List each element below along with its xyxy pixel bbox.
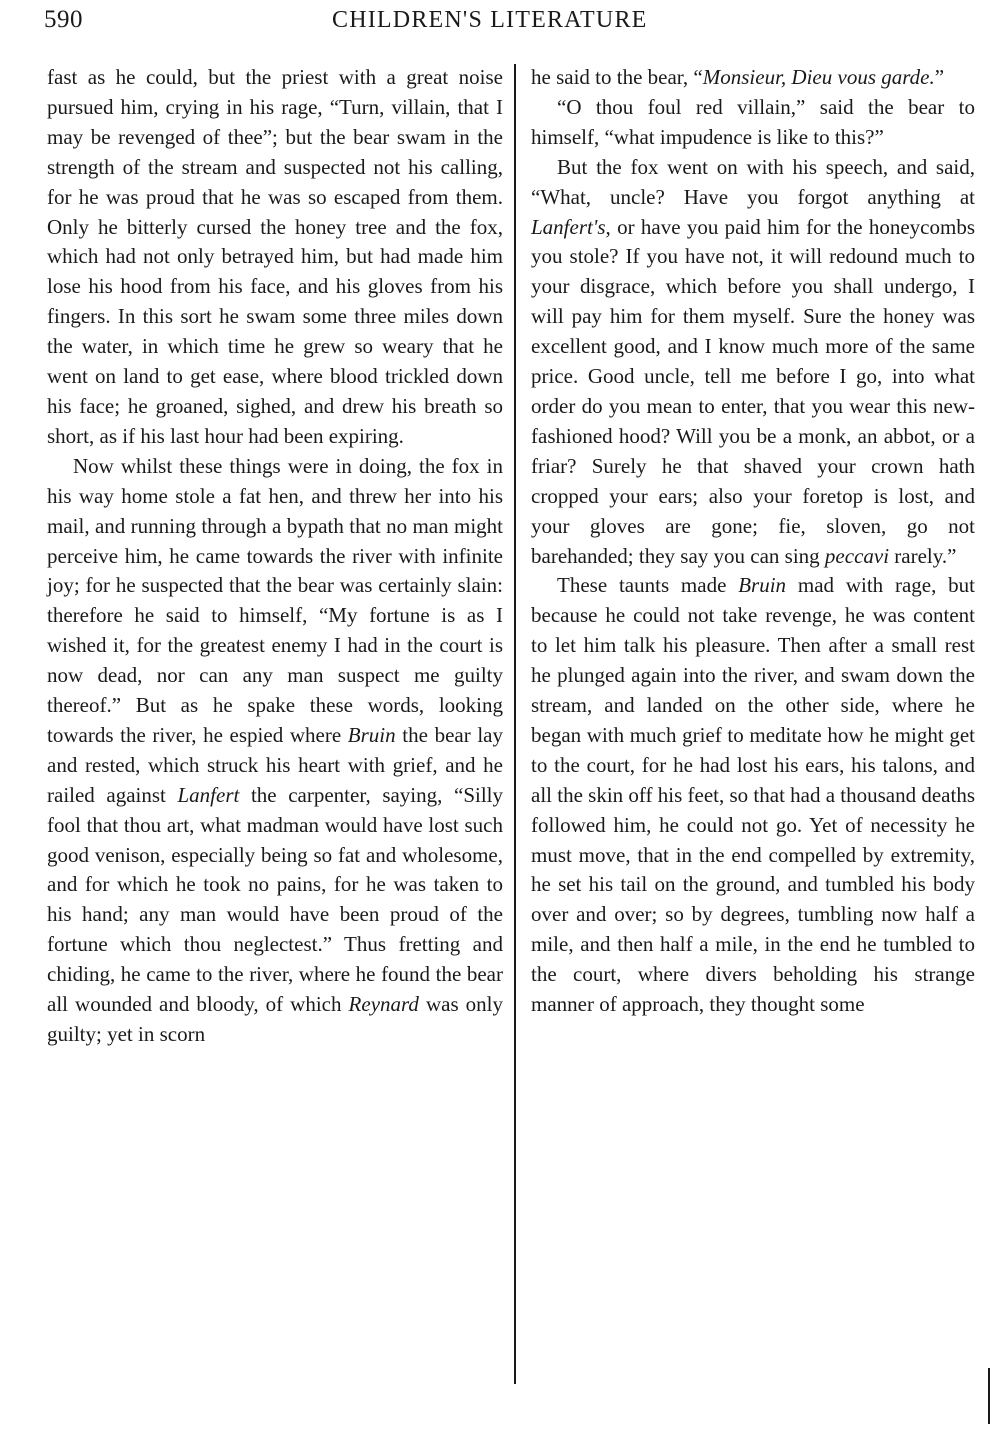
paragraph (47, 452, 503, 1050)
italic-name: Bruin (347, 722, 396, 747)
paragraph: fast as he could, but the priest with a great noise pursued him, crying in his rage, “Turn, villain, that I may be revenged of thee”; but the bear swam in the strength of the stream and suspected not his calling, for he was proud that he was so escaped from them. Only he bitterly cursed the honey tree and the fox, which had not only betrayed him, but had made him lose his hood from his face, and his gloves from his fingers. In this sort he swam some three miles down the water, in which time he grew so weary that he went on land to get ease, where blood trickled down his face; he groaned, sighed, and drew his breath so short, as if his last hour had been expiring. (47, 65, 503, 448)
page-number: 590 (44, 6, 83, 33)
text-run: rarely.” (889, 543, 957, 568)
left-column (47, 63, 503, 1050)
column-divider (514, 64, 516, 1384)
page-edge-mark (988, 1368, 990, 1424)
text-run: mad with rage, but because he could not take revenge, he was content to let him talk his pleasure. Then after a small rest he plunged again into the river, and swam down the stream, and landed on the other side, where he began with much grief to meditate how he might get to the court, for he had lost his ears, his talons, and all the skin off his feet, so that had a thousand deaths followed him, he could not go. Yet of necessity he must move, that in the end compelled by extremity, he set his tail on the ground, and tumbled his body over and over; so by degrees, tumbling now half a mile, and then half a mile, in the end he tumbled to the court, where divers beholding his strange manner of approach, they thought some (531, 573, 976, 1017)
italic-name: Bruin (738, 573, 787, 598)
italic-french-phrase: Monsieur, Dieu vous garde. (702, 65, 935, 89)
right-column (531, 63, 975, 1020)
italic-name: Reynard (348, 992, 419, 1017)
text-run: ” (934, 65, 945, 89)
paragraph (531, 63, 975, 93)
text-run: the bear lay and rested, which struck his heart with grief, and he railed against (47, 722, 503, 807)
italic-name: Lanfert (177, 782, 240, 807)
text-run: the carpenter, saying, “Silly fool that thou art, what madman would have lost such good venison, especially being so fat and wholesome, and for which he took no pains, for he was taken to his hand; any man would have been proud of the fortune which thou neglectest.” Thus fretting and chiding, he came to the river, where he found the bear all wounded and bloody, of which (47, 782, 503, 1017)
page-header (0, 6, 1000, 42)
text-run: These taunts made (557, 573, 739, 598)
text-run: Now whilst these things were in doing, the fox in his way home stole a fat hen, and threw her into his mail, and running through a bypath that no man might perceive him, he came towards the river with infinite joy; for he suspected that the bear was certainly slain: therefore he said to himself, “My fortune is as I wished it, for the greatest enemy I had in the court is now dead, nor can any man suspect me guilty thereof.” But as he spake these words, looking towards the river, he espied where (47, 453, 503, 747)
running-title: CHILDREN'S LITERATURE (332, 7, 648, 33)
text-run: was only guilty; yet in scorn (47, 992, 503, 1046)
text-run: , or have you paid him for the honeycombs you stole? If you have not, it will redound much to your disgrace, which before you shall undergo, I will pay him for them myself. Sure the honey was excellent good, and I know much more of the same price. Good uncle, tell me before I go, into what order do you mean to enter, that you wear this new-fashioned hood? Will you be a monk, an abbot, or a friar? Surely he that shaved your crown hath cropped your ears; also your foretop is lost, and your gloves are gone; fie, sloven, go not barehanded; they say you can sing (531, 214, 975, 568)
paragraph (531, 153, 975, 572)
text-run: he said to the bear, “ (531, 65, 703, 89)
italic-name: Lanfert's (531, 214, 606, 239)
paragraph: “O thou foul red villain,” said the bear to himself, “what impudence is like to this?” (531, 94, 975, 149)
text-run: But the fox went on with his speech, and said, “What, uncle? Have you forgot anything at (531, 154, 975, 209)
paragraph (531, 571, 975, 1020)
italic-latin-word: peccavi (824, 543, 890, 568)
